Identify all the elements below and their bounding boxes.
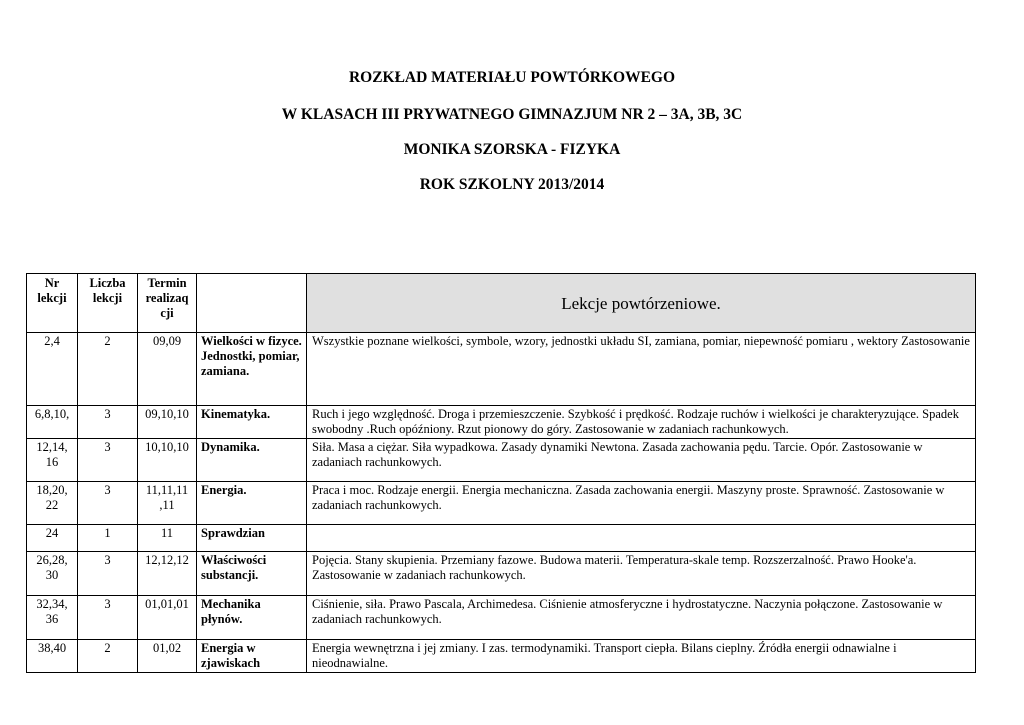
table-row bbox=[27, 406, 976, 439]
table-row bbox=[27, 525, 976, 552]
cell-term: 11 bbox=[138, 525, 197, 552]
cell-content: Ruch i jego względność. Droga i przemieszczenie. Szybkość i prędkość. Rodzaje ruchów i wielkości je charakteryzujące. Spadek swobodny .Ruch opóźniony. Rzut pionowy do góry. Zastosowanie w zadaniach rachunkowych. bbox=[307, 406, 976, 439]
cell-count: 3 bbox=[78, 596, 138, 640]
document-title: ROZKŁAD MATERIAŁU POWTÓRKOWEGO bbox=[348, 69, 676, 86]
cell-nr: 18,20, 22 bbox=[27, 482, 78, 525]
cell-count: 2 bbox=[78, 640, 138, 673]
cell-count: 2 bbox=[78, 333, 138, 406]
cell-term: 01,01,01 bbox=[138, 596, 197, 640]
cell-topic: Właściwości substancji. bbox=[197, 552, 307, 596]
cell-nr: 32,34, 36 bbox=[27, 596, 78, 640]
cell-count: 3 bbox=[78, 552, 138, 596]
cell-topic: Mechanika płynów. bbox=[197, 596, 307, 640]
cell-nr: 26,28, 30 bbox=[27, 552, 78, 596]
column-header-topic bbox=[197, 274, 307, 333]
cell-content: Energia wewnętrzna i jej zmiany. I zas. termodynamiki. Transport ciepła. Bilans cieplny. Źródła energii odnawialne i nieodnawialne. bbox=[307, 640, 976, 673]
column-header-content: Lekcje powtórzeniowe. bbox=[307, 274, 976, 333]
cell-count: 1 bbox=[78, 525, 138, 552]
cell-term: 09,09 bbox=[138, 333, 197, 406]
cell-nr: 12,14, 16 bbox=[27, 439, 78, 482]
schedule-table bbox=[26, 273, 976, 673]
document-subtitle-classes: W KLASACH III PRYWATNEGO GIMNAZJUM NR 2 – 3A, 3B, 3C bbox=[281, 106, 743, 123]
cell-nr: 2,4 bbox=[27, 333, 78, 406]
cell-nr: 6,8,10, bbox=[27, 406, 78, 439]
cell-term: 12,12,12 bbox=[138, 552, 197, 596]
cell-content: Pojęcia. Stany skupienia. Przemiany fazowe. Budowa materii. Temperatura-skale temp. Rozszerzalność. Prawo Hooke'a. Zastosowanie w zadaniach rachunkowych. bbox=[307, 552, 976, 596]
cell-topic: Kinematyka. bbox=[197, 406, 307, 439]
document-author-subject: MONIKA SZORSKA - FIZYKA bbox=[403, 141, 621, 158]
table-row bbox=[27, 552, 976, 596]
cell-term: 09,10,10 bbox=[138, 406, 197, 439]
table-row bbox=[27, 596, 976, 640]
cell-count: 3 bbox=[78, 482, 138, 525]
cell-topic: Sprawdzian bbox=[197, 525, 307, 552]
table-row bbox=[27, 439, 976, 482]
column-header-count: Liczba lekcji bbox=[78, 274, 138, 333]
table-row bbox=[27, 640, 976, 673]
column-header-term: Termin realizaq cji bbox=[138, 274, 197, 333]
cell-content: Siła. Masa a ciężar. Siła wypadkowa. Zasady dynamiki Newtona. Zasada zachowania pędu. Tarcie. Opór. Zastosowanie w zadaniach rachunkowych. bbox=[307, 439, 976, 482]
cell-count: 3 bbox=[78, 406, 138, 439]
table-row bbox=[27, 333, 976, 406]
cell-nr: 24 bbox=[27, 525, 78, 552]
table-row bbox=[27, 482, 976, 525]
cell-nr: 38,40 bbox=[27, 640, 78, 673]
cell-term: 11,11,11 ,11 bbox=[138, 482, 197, 525]
cell-topic: Energia w zjawiskach bbox=[197, 640, 307, 673]
cell-content: Praca i moc. Rodzaje energii. Energia mechaniczna. Zasada zachowania energii. Maszyny proste. Sprawność. Zastosowanie w zadaniach rachunkowych. bbox=[307, 482, 976, 525]
cell-topic: Wielkości w fizyce. Jednostki, pomiar, zamiana. bbox=[197, 333, 307, 406]
cell-term: 01,02 bbox=[138, 640, 197, 673]
cell-content: Ciśnienie, siła. Prawo Pascala, Archimedesa. Ciśnienie atmosferyczne i hydrostatyczne. Naczynia połączone. Zastosowanie w zadaniach rachunkowych. bbox=[307, 596, 976, 640]
table-header-row bbox=[27, 274, 976, 333]
cell-topic: Energia. bbox=[197, 482, 307, 525]
cell-term: 10,10,10 bbox=[138, 439, 197, 482]
cell-topic: Dynamika. bbox=[197, 439, 307, 482]
column-header-nr: Nr lekcji bbox=[27, 274, 78, 333]
cell-content bbox=[307, 525, 976, 552]
cell-count: 3 bbox=[78, 439, 138, 482]
document-school-year: ROK SZKOLNY 2013/2014 bbox=[419, 176, 605, 193]
cell-content: Wszystkie poznane wielkości, symbole, wzory, jednostki układu SI, zamiana, pomiar, niepewność pomiaru , wektory Zastosowanie bbox=[307, 333, 976, 406]
